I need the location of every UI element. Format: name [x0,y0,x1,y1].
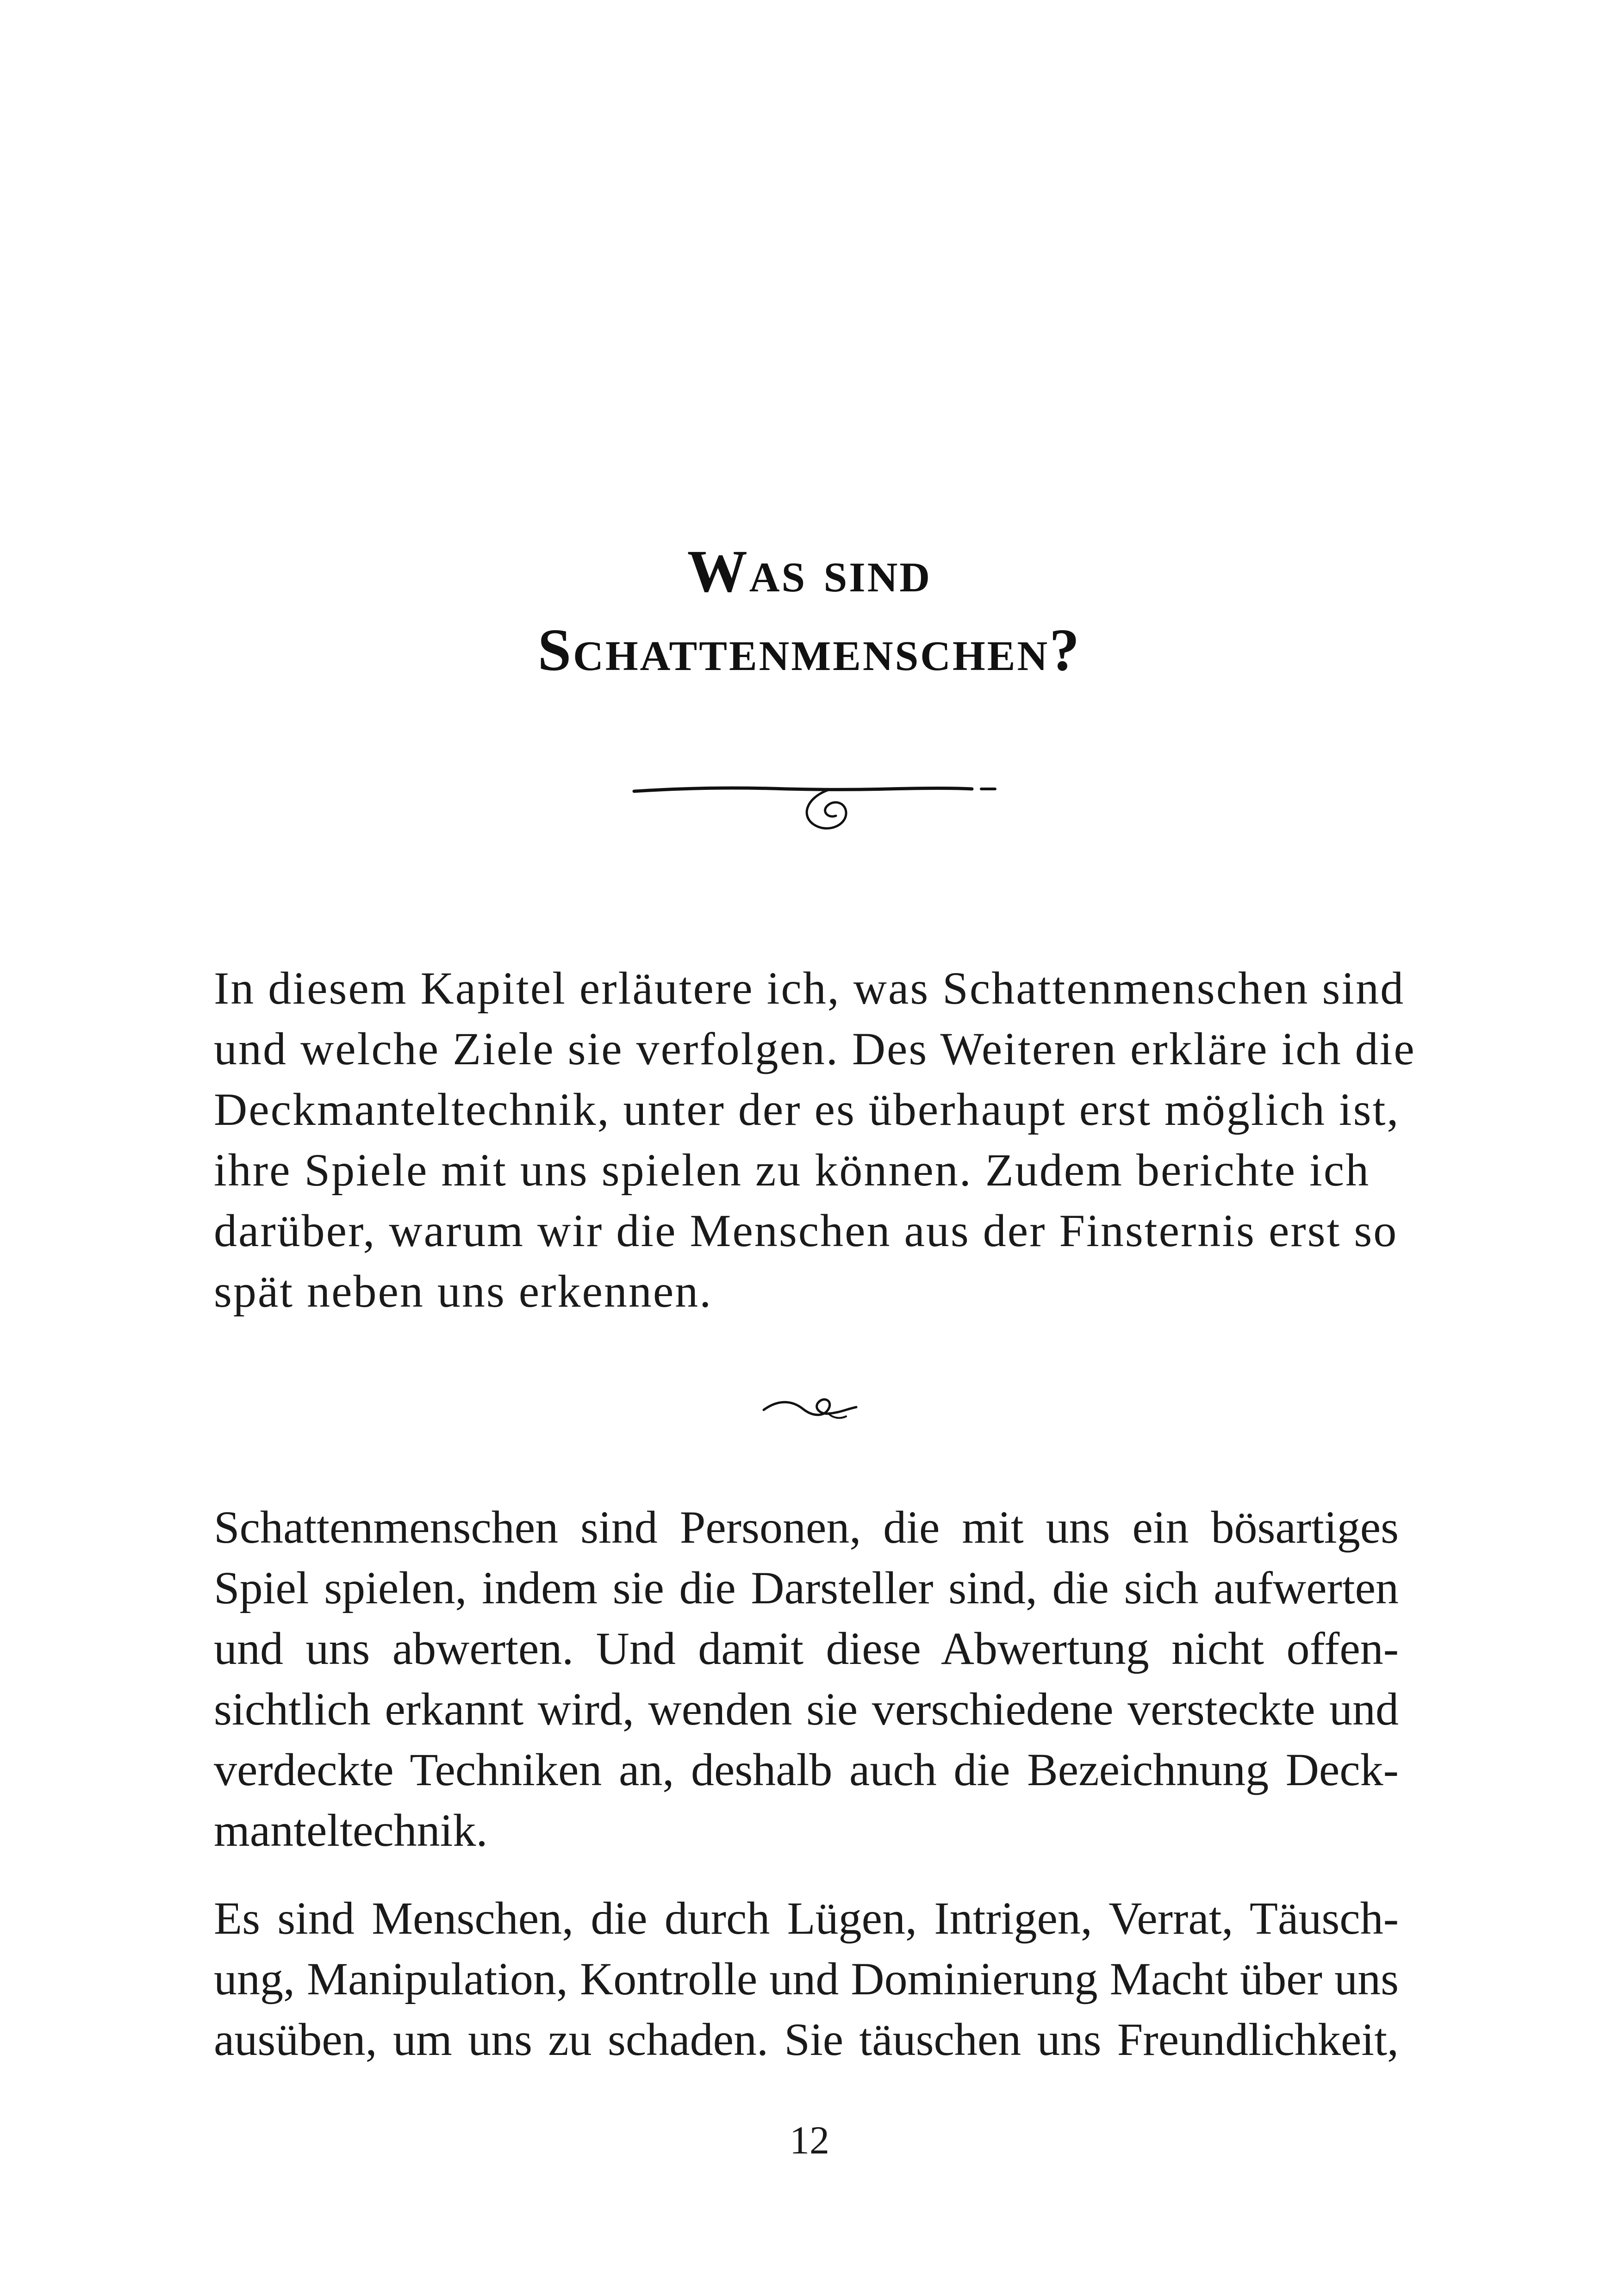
chapter-title-line-1: Was sind [687,538,932,605]
page-number: 12 [790,2118,829,2162]
paragraph-line: Schattenmenschen sind Personen, die mit uns ein bösartiges [214,1502,1399,1553]
paragraph-line: und uns abwerten. Und damit diese Abwertung nicht offen- [214,1623,1399,1674]
flourish-divider-icon [629,766,1000,840]
intro-line: ihre Spiele mit uns spielen zu können. Zudem berichte ich [214,1144,1370,1196]
paragraph-line: verdeckte Techniken an, deshalb auch die Bezeichnung Deck- [214,1744,1399,1795]
body-paragraph-2 [214,1888,1399,2070]
body-paragraph-1 [214,1497,1399,1861]
intro-line: und welche Ziele sie verfolgen. Des Weiteren erkläre ich die [214,1023,1416,1074]
flourish-ornament-icon [759,1386,861,1427]
intro-line: In diesem Kapitel erläutere ich, was Schattenmenschen sind [214,962,1405,1014]
paragraph-line: manteltechnik. [214,1805,488,1856]
paragraph-line: ausüben, um uns zu schaden. Sie täuschen uns Freundlichkeit, [214,2014,1399,2065]
paragraph-line: sichtlich erkannt wird, wenden sie verschiedene versteckte und [214,1683,1399,1735]
paragraph-line: Es sind Menschen, die durch Lügen, Intrigen, Verrat, Täusch- [214,1893,1399,1944]
intro-line: darüber, warum wir die Menschen aus der Finsternis erst so [214,1205,1398,1256]
paragraph-line: Spiel spielen, indem sie die Darsteller sind, die sich aufwerten [214,1562,1399,1613]
intro-line: spät neben uns erkennen. [214,1266,713,1317]
chapter-title [0,532,1619,689]
paragraph-line: ung, Manipulation, Kontrolle und Dominierung Macht über uns [214,1953,1399,2004]
intro-paragraph [214,958,1416,1322]
chapter-title-line-2: Schattenmenschen? [537,617,1082,683]
intro-line: Deckmanteltechnik, unter der es überhaupt erst möglich ist, [214,1084,1400,1135]
